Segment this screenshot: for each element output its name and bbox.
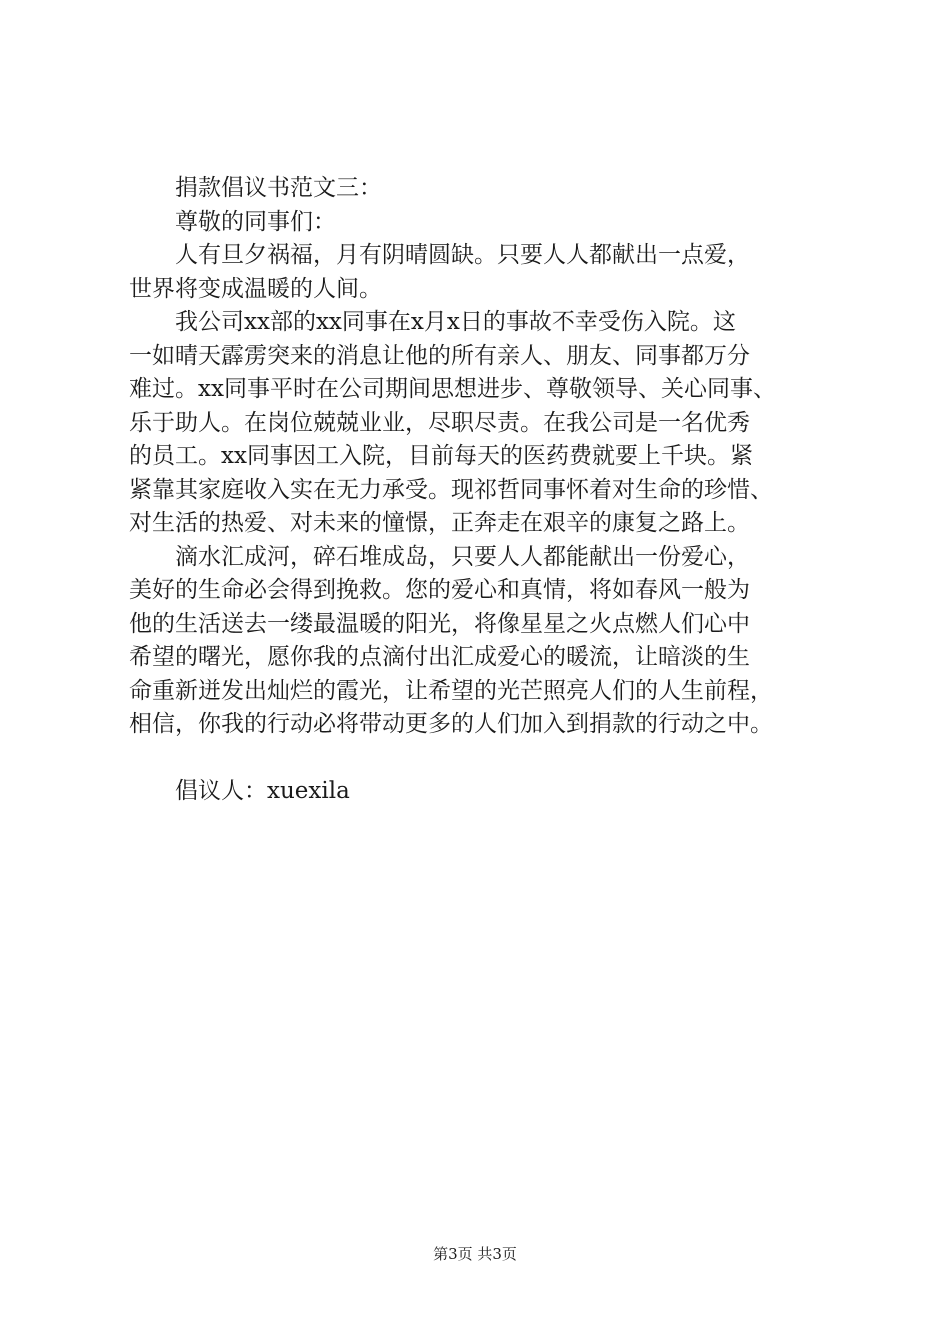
page-number: 第3页 共3页	[433, 1245, 517, 1263]
paragraph-1	[129, 239, 829, 306]
paragraph-line: 相信，你我的行动必将带动更多的人们加入到捐款的行动之中。	[129, 711, 773, 737]
document-title: 捐款倡议书范文三：	[175, 175, 382, 201]
paragraph-line: 一如晴天霹雳突来的消息让他的所有亲人、朋友、同事都万分	[129, 342, 750, 369]
paragraph-line: 我公司xx部的xx同事在x月x日的事故不幸受伤入院。这	[175, 309, 736, 335]
paragraph-line: 滴水汇成河，碎石堆成岛，只要人人都能献出一份爱心，	[175, 543, 750, 570]
paragraph-line: 命重新迸发出灿烂的霞光，让希望的光芒照亮人们的人生前程，	[129, 677, 773, 704]
paragraph-line: 他的生活送去一缕最温暖的阳光，将像星星之火点燃人们心中	[129, 610, 750, 637]
page-footer	[0, 1244, 950, 1264]
paragraph-line: 难过。xx同事平时在公司期间思想进步、尊敬领导、关心同事、	[129, 376, 776, 402]
document-body	[129, 172, 829, 808]
paragraph-2	[129, 306, 829, 541]
paragraph-line: 的员工。xx同事因工入院，目前每天的医药费就要上千块。紧	[129, 443, 753, 469]
paragraph-line: 对生活的热爱、对未来的憧憬，正奔走在艰辛的康复之路上。	[129, 510, 750, 536]
paragraph-line: 人有旦夕祸福，月有阴晴圆缺。只要人人都献出一点爱，	[175, 242, 750, 268]
salutation: 尊敬的同事们：	[175, 208, 336, 235]
paragraph-line: 希望的曙光，愿你我的点滴付出汇成爱心的暖流，让暗淡的生	[129, 644, 750, 670]
signature: 倡议人：xuexila	[175, 777, 350, 804]
paragraph-line: 乐于助人。在岗位兢兢业业，尽职尽责。在我公司是一名优秀	[129, 409, 750, 436]
paragraph-spacer	[129, 742, 829, 775]
paragraph-line: 世界将变成温暖的人间。	[129, 275, 382, 302]
paragraph-line: 美好的生命必会得到挽救。您的爱心和真情，将如春风一般为	[129, 577, 750, 603]
paragraph-line: 紧靠其家庭收入实在无力承受。现祁哲同事怀着对生命的珍惜、	[129, 476, 773, 503]
paragraph-3	[129, 541, 829, 742]
